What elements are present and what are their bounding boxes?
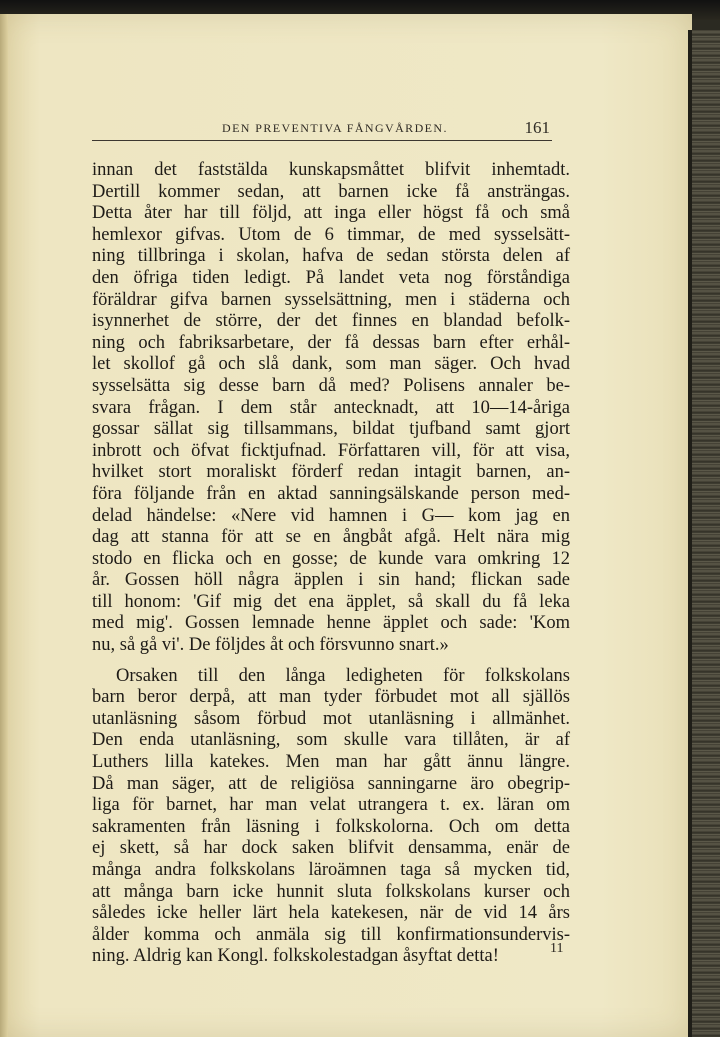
text-line: ning och fabriksarbetare, der få dessas barn efter erhål- (92, 332, 570, 353)
text-line: Den enda utanläsning, som skulle vara tillåten, är af (92, 730, 570, 751)
text-line: delad händelse: «Nere vid hamnen i G— kom jag en (92, 505, 570, 526)
text-line: let skollof gå och slå dank, som man säger. Och hvad (92, 354, 570, 375)
text-line: ej skett, så har dock saken blifvit densamma, enär de (92, 838, 570, 859)
text-line: Orsaken till den långa ledigheten för folkskolans (116, 665, 570, 686)
text-line: den öfriga tiden ledigt. På landet veta nog förståndiga (92, 267, 570, 288)
page-number: 161 (524, 118, 550, 137)
text-line: liga för barnet, har man velat utrangera t. ex. läran om (92, 795, 570, 816)
text-line: innan det faststälda kunskapsmåttet blifvit inhemtadt. (92, 160, 570, 180)
text-line: utanläsning såsom förbud mot utanläsning i allmänhet. (92, 708, 570, 729)
text-line: isynnerhet de större, der det finnes en blandad befolk- (92, 311, 570, 332)
text-line: till honom: 'Gif mig det ena äpplet, så skall du få leka (92, 591, 570, 612)
text-line: ålder komma och anmäla sig till konfirmationsundervis- (92, 924, 570, 945)
text-line: Detta åter har till följd, att inga eller högst få och små (92, 203, 570, 224)
text-line: stodo en flicka och en gosse; de kunde vara omkring 12 (92, 548, 570, 569)
text-line: ning. Aldrig kan Kongl. folkskolestadgan åsyftat detta! (92, 946, 499, 967)
text-line: hemlexor gifvas. Utom de 6 timmar, de med sysselsätt- (92, 224, 570, 245)
text-line: hvilket stort moraliskt förderf redan intagit barnen, an- (92, 462, 570, 483)
text-line: Dertill kommer sedan, att barnen icke få ansträngas. (92, 181, 570, 202)
text-line: att många barn icke hunnit sluta folkskolans kurser och (92, 881, 570, 902)
text-line: Då man säger, att de religiösa sanningarne äro obegrip- (92, 773, 570, 794)
text-line: dag att stanna för att se en ångbåt afgå. Helt nära mig (92, 527, 570, 548)
text-line: föräldrar gifva barnen sysselsättning, men i städerna och (92, 289, 570, 310)
running-title: DEN PREVENTIVA FÅNGVÅRDEN. (222, 121, 448, 135)
text-line: med mig'. Gossen lemnade henne äpplet och sade: 'Kom (92, 613, 570, 634)
text-line: sysselsätta sig desse barn då med? Polisens annaler be- (92, 375, 570, 396)
text-line: svara frågan. I dem står antecknadt, att 10—14-åriga (92, 397, 570, 418)
text-line: gossar sällat sig tillsammans, bildat tjufband samt gjort (92, 419, 570, 440)
running-header (92, 118, 552, 141)
text-line: inbrott och öfvat ficktjufnad. Författaren vill, för att visa, (92, 440, 570, 461)
signature-mark: 11 (550, 941, 564, 956)
text-line: år. Gossen höll några äpplen i sin hand; flickan sade (92, 570, 570, 591)
paragraph-2 (92, 666, 570, 968)
text-line: Luthers lilla katekes. Men man har gått ännu längre. (92, 752, 570, 773)
text-line: barn beror derpå, att man tyder förbudet mot all själlös (92, 687, 570, 708)
text-line: ning tillbringa i skolan, hafva de sedan största delen af (92, 246, 570, 267)
paragraph-gap (92, 657, 570, 666)
text-line: sakramenten från läsning i folkskolorna. Och om detta (92, 816, 570, 837)
paragraph-1 (92, 160, 570, 657)
text-line: nu, så gå vi'. De följdes åt och försvunno snart.» (92, 635, 449, 656)
text-line: många andra folkskolans läroämnen taga så mycken tid, (92, 860, 570, 880)
page-gutter (0, 14, 8, 1037)
body-text (92, 160, 570, 968)
text-line: således icke heller lärt hela katekesen, när de vid 14 års (92, 903, 570, 924)
book-page-edges (692, 30, 720, 1037)
text-line: föra följande från en aktad sanningsälskande person med- (92, 483, 570, 504)
